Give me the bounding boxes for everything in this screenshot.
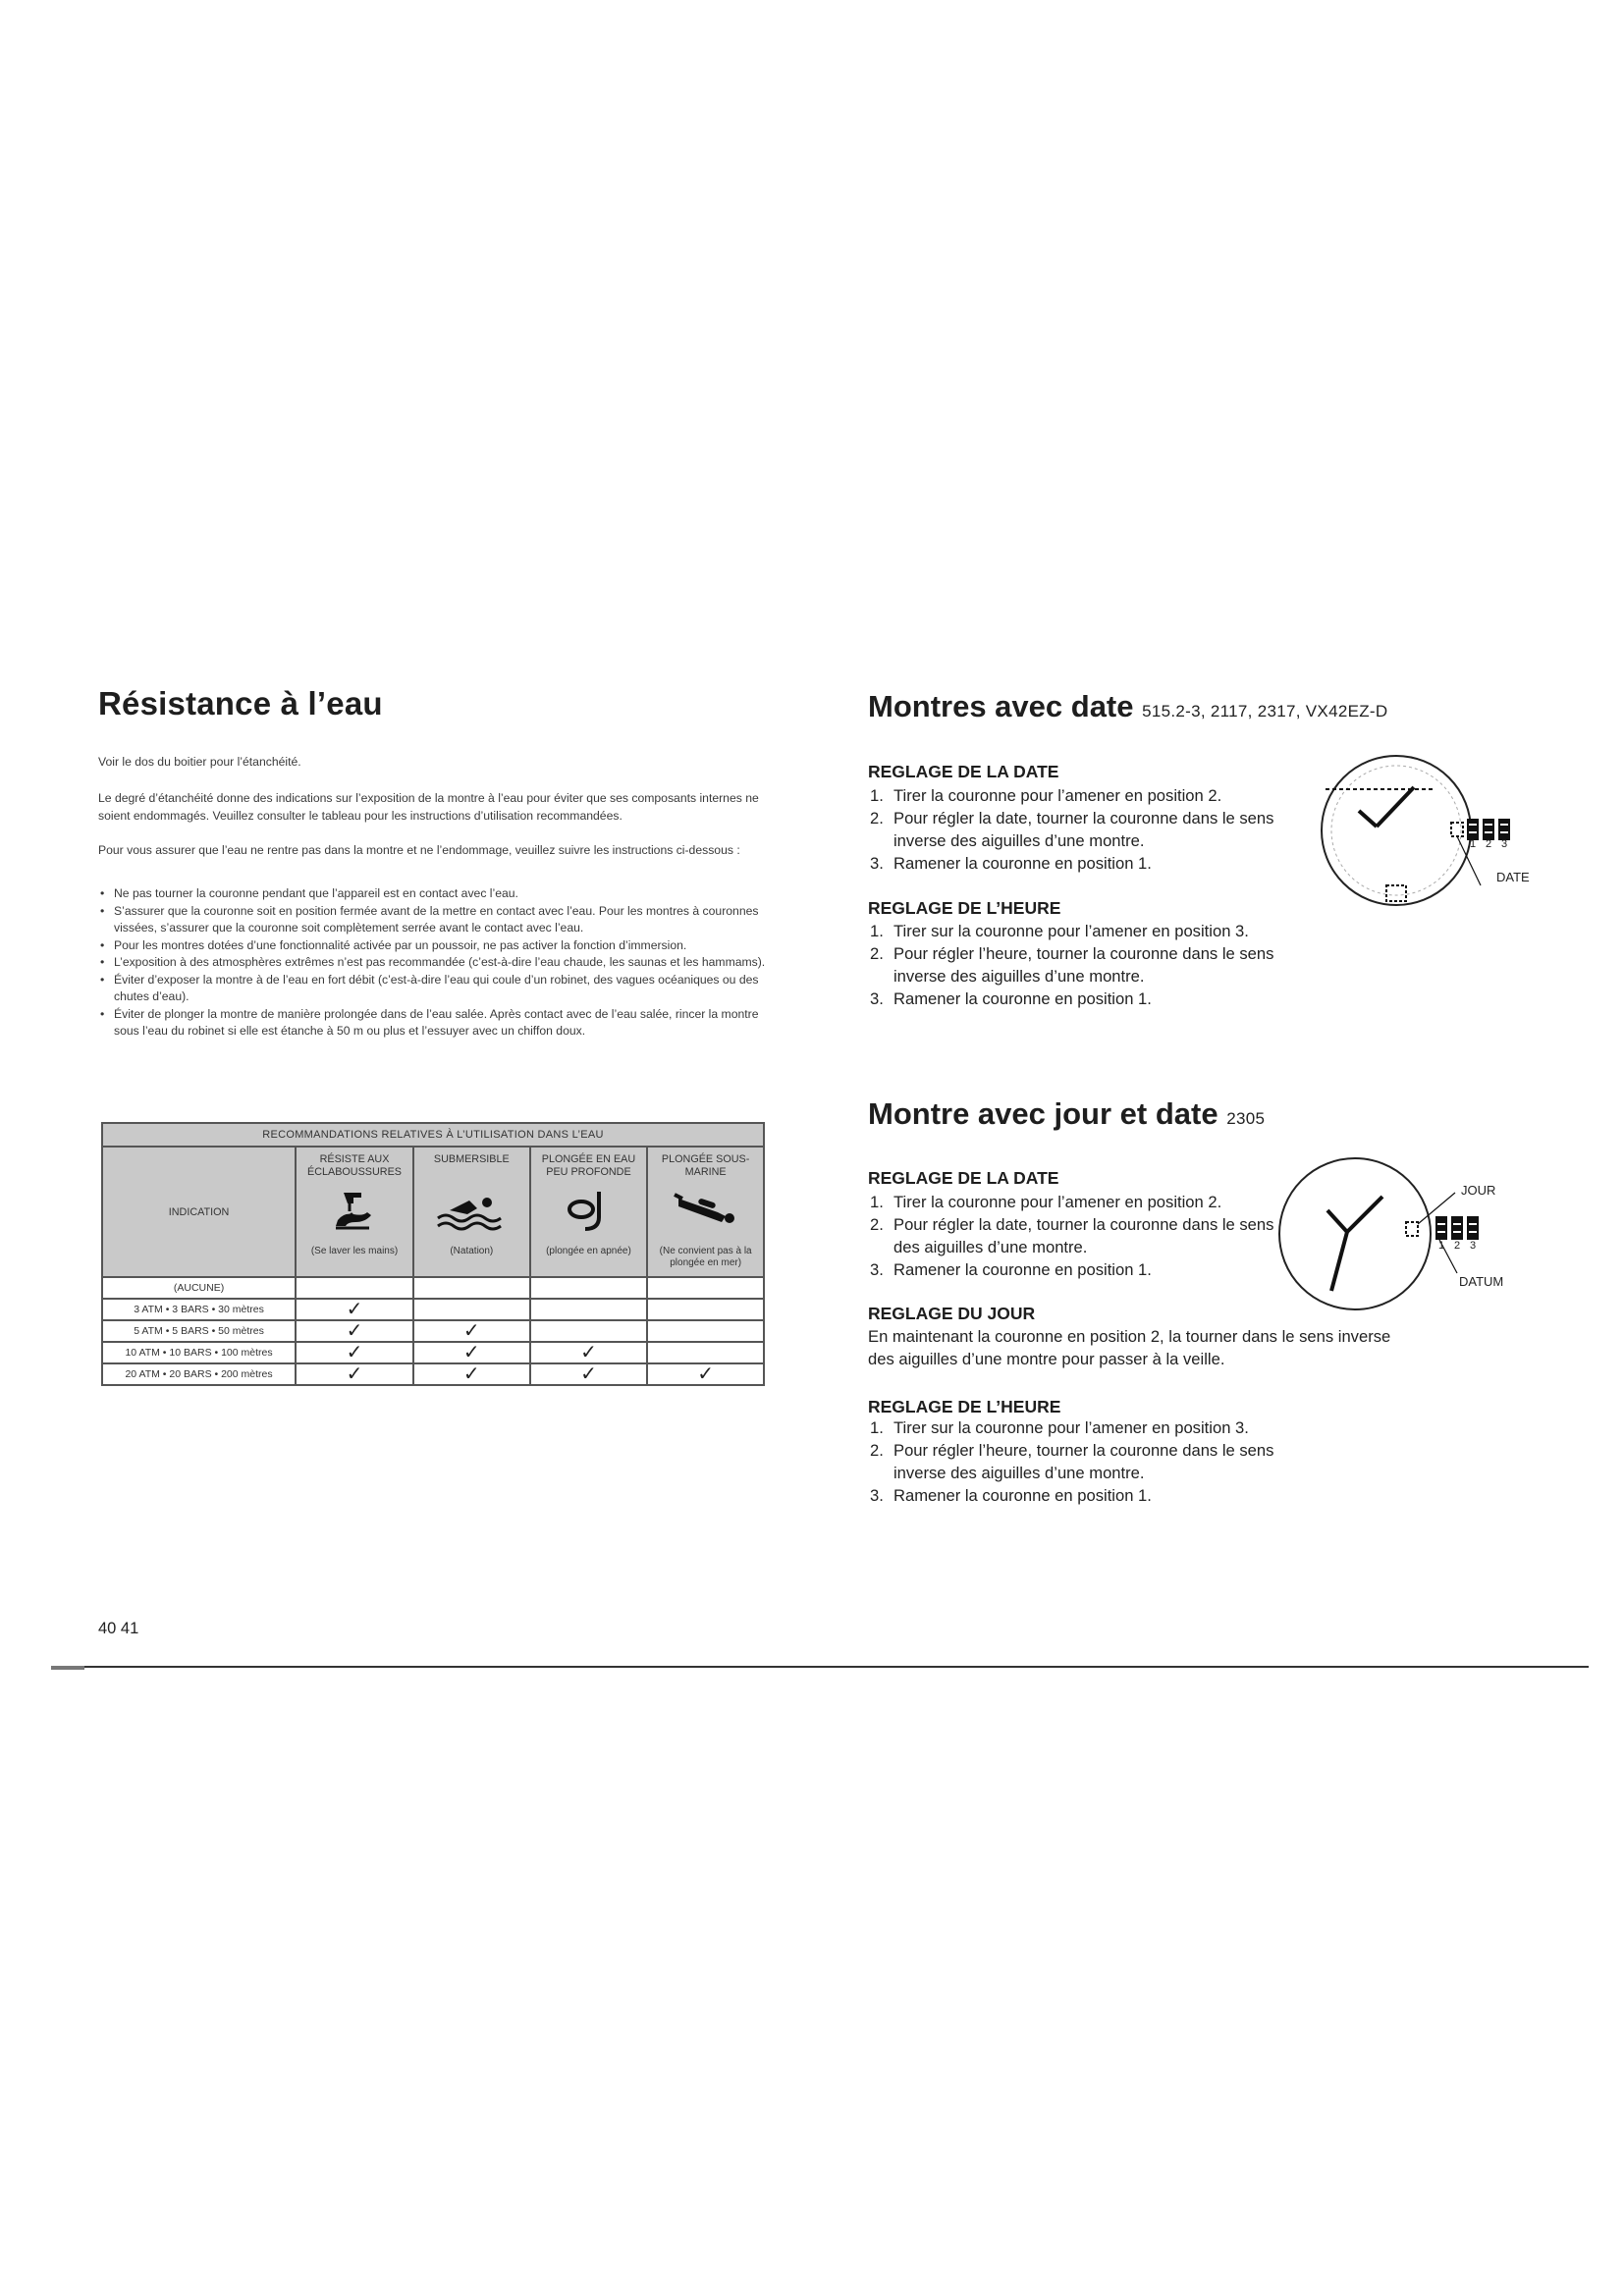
list-item: 1. Tirer sur la couronne pour l’amener en position 3. [870, 1418, 1249, 1437]
column-sub: (plongée en apnée) [546, 1246, 631, 1256]
list-item: 2. Pour régler la date, tourner la couronne dans le sens des aiguilles d’une montre. [870, 1215, 1274, 1256]
time-steps-list [868, 1416, 1320, 1507]
check-mark: ✓ [346, 1320, 363, 1342]
column-header-submersible [413, 1147, 530, 1277]
list-item: • Pour les montres dotées d’une fonctionnalité activée par un poussoir, ne pas activer la fonction d’immersion. [98, 937, 785, 955]
indication-header [102, 1147, 296, 1277]
date-steps-list [868, 784, 1290, 875]
column-sub: (Se laver les mains) [310, 1246, 399, 1256]
check-mark: ✓ [462, 1342, 480, 1363]
instructions-list [98, 885, 785, 1041]
column-label: SUBMERSIBLE [433, 1153, 510, 1165]
list-item: 3. Ramener la couronne en position 1. [870, 854, 1152, 873]
water-use-table [101, 1122, 765, 1386]
day-date-watch-diagram [1276, 1153, 1532, 1320]
time-setting-heading: REGLAGE DE L’HEURE [868, 898, 1061, 918]
column-label: PEU PROFONDE [546, 1166, 631, 1178]
list-item: 1. Tirer sur la couronne pour l’amener en position 3. [870, 922, 1249, 940]
list-item: 2. Pour régler la date, tourner la couronne dans le sens inverse des aiguilles d’une montre. [870, 809, 1274, 850]
intro-paragraph-1: Voir le dos du boitier pour l’étanchéité. [98, 755, 301, 769]
model-numbers: 515.2-3, 2117, 2317, VX42EZ-D [1142, 702, 1388, 721]
position-2: 2 [1454, 1240, 1461, 1252]
table-caption: RECOMMANDATIONS RELATIVES À L’UTILISATION DANS L’EAU [102, 1123, 764, 1147]
intro-paragraph-3: Pour vous assurer que l’eau ne rentre pas dans la montre et ne l’endommage, veuillez suivre les instructions ci-dessous : [98, 843, 740, 857]
column-label: MARINE [684, 1166, 727, 1178]
column-label: PLONGÉE SOUS- [661, 1153, 750, 1165]
position-1: 1 [1438, 1240, 1445, 1252]
day-setting-heading: REGLAGE DU JOUR [868, 1304, 1036, 1323]
footer-rule-mark [51, 1666, 84, 1670]
indication-label: INDICATION [168, 1205, 230, 1218]
check-mark: ✓ [346, 1342, 363, 1363]
list-item: • L’exposition à des atmosphères extrêmes n’est pas recommandée (c’est-à-dire l’eau chaude, les saunas et les hammams). [98, 954, 785, 972]
list-item: • S’assurer que la couronne soit en position fermée avant de la mettre en contact avec l’eau. Pour les montres à couronnes vissées, s’assurer que la couronne soit complètement serrée avant le contact avec l’eau. [98, 903, 785, 937]
date-label: DATE [1496, 870, 1530, 884]
check-mark: ✓ [346, 1299, 363, 1320]
date-setting-heading: REGLAGE DE LA DATE [868, 1168, 1059, 1188]
table-row [102, 1277, 764, 1299]
position-2: 2 [1486, 838, 1492, 850]
check-mark: ✓ [462, 1363, 480, 1385]
position-3: 3 [1501, 838, 1508, 850]
section-title: Montres avec date [868, 689, 1134, 723]
date-setting-heading: REGLAGE DE LA DATE [868, 762, 1059, 781]
column-header-splash [296, 1147, 413, 1277]
datum-label: DATUM [1459, 1274, 1504, 1289]
list-item: 1. Tirer la couronne pour l’amener en position 2. [870, 1193, 1222, 1211]
scuba-diver-icon [648, 1181, 763, 1240]
row-label: 5 ATM • 5 BARS • 50 mètres [102, 1320, 296, 1342]
row-label: (AUCUNE) [102, 1277, 296, 1299]
column-sub: (Natation) [450, 1246, 494, 1256]
list-item: • Ne pas tourner la couronne pendant que l’appareil est en contact avec l’eau. [98, 885, 785, 903]
time-steps-list [868, 920, 1329, 1010]
row-label: 20 ATM • 20 BARS • 200 mètres [102, 1363, 296, 1385]
table-row [102, 1342, 764, 1363]
column-label: PLONGÉE EN EAU [541, 1153, 636, 1165]
section-title-date-watches [868, 689, 1387, 724]
page-numbers: 40 41 [98, 1620, 139, 1637]
intro-paragraph-2: Le degré d’étanchéité donne des indications sur l’exposition de la montre à l’eau pour éviter que ses composants internes ne soient endommagés. Veuillez consulter le tableau pour les instructions d’utilisation recommandées. [98, 791, 759, 823]
swimming-icon [414, 1181, 529, 1240]
section-title-day-date-watch [868, 1096, 1265, 1132]
column-header-scuba [647, 1147, 764, 1277]
table-row [102, 1299, 764, 1320]
check-mark: ✓ [346, 1363, 363, 1385]
page-title-water-resistance: Résistance à l’eau [98, 685, 383, 721]
model-numbers: 2305 [1226, 1109, 1266, 1128]
list-item: 1. Tirer la couronne pour l’amener en position 2. [870, 786, 1222, 805]
row-label: 10 ATM • 10 BARS • 100 mètres [102, 1342, 296, 1363]
check-mark: ✓ [697, 1363, 715, 1385]
hand-washing-icon [297, 1181, 412, 1240]
date-steps-list [868, 1191, 1290, 1281]
date-watch-diagram [1316, 748, 1542, 925]
list-item: 3. Ramener la couronne en position 1. [870, 989, 1152, 1008]
table-row [102, 1363, 764, 1385]
position-1: 1 [1470, 838, 1477, 850]
day-setting-text: En maintenant la couronne en position 2, la tourner dans le sens inverse des aiguilles d’une montre pour passer à la veille. [868, 1327, 1391, 1368]
list-item: 3. Ramener la couronne en position 1. [870, 1486, 1152, 1505]
table-row [102, 1320, 764, 1342]
section-title: Montre avec jour et date [868, 1096, 1218, 1131]
list-item: 3. Ramener la couronne en position 1. [870, 1260, 1152, 1279]
check-mark: ✓ [580, 1363, 597, 1385]
check-mark: ✓ [580, 1342, 597, 1363]
column-label: ÉCLABOUSSURES [307, 1166, 403, 1178]
time-setting-heading: REGLAGE DE L’HEURE [868, 1397, 1061, 1416]
snorkel-icon [531, 1181, 647, 1240]
row-label: 3 ATM • 3 BARS • 30 mètres [102, 1299, 296, 1320]
column-header-shallow-diving [530, 1147, 648, 1277]
footer-rule [51, 1666, 1589, 1668]
day-label: JOUR [1461, 1183, 1496, 1198]
list-item: 2. Pour régler l’heure, tourner la couronne dans le sens inverse des aiguilles d’une montre. [870, 1441, 1274, 1482]
column-label: RÉSISTE AUX [319, 1153, 390, 1165]
position-3: 3 [1470, 1240, 1477, 1252]
check-mark: ✓ [462, 1320, 480, 1342]
list-item: • Éviter d’exposer la montre à de l’eau en fort débit (c’est-à-dire l’eau qui coule d’un robinet, des vagues océaniques ou des chutes d’eau). [98, 972, 785, 1006]
list-item: 2. Pour régler l’heure, tourner la couronne dans le sens inverse des aiguilles d’une montre. [870, 944, 1274, 986]
list-item: • Éviter de plonger la montre de manière prolongée dans de l’eau salée. Après contact avec de l’eau salée, rincer la montre sous l’eau du robinet si elle est étanche à 50 m ou plus et l’essuyer avec un chiffon doux. [98, 1006, 785, 1041]
column-sub: (Ne convient pas à la plongée en mer) [659, 1246, 752, 1268]
